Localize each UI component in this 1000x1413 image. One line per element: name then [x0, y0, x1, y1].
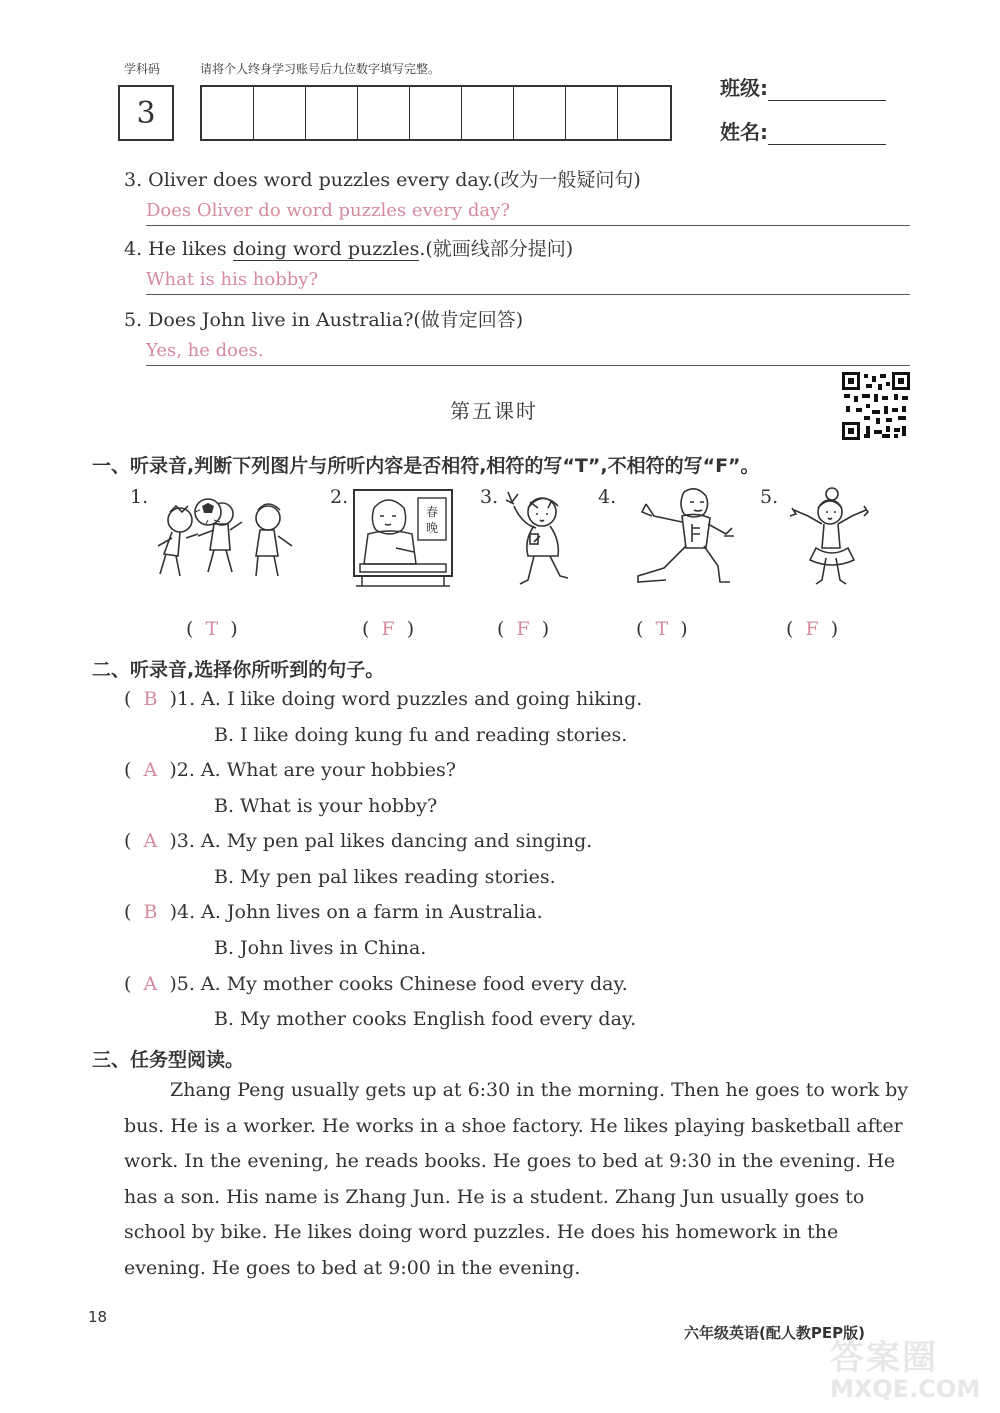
answer-line-4[interactable] — [146, 269, 910, 295]
section-1-title: 一、听录音,判断下列图片与所听内容是否相符,相符的写“T”,不相符的写“F”。 — [92, 455, 760, 477]
choice-option-1a: )1. A. I like doing word puzzles and going hiking. — [169, 688, 643, 710]
digit-box[interactable] — [306, 87, 358, 139]
choice-option-5b: B. My mother cooks English food every day. — [214, 1008, 637, 1030]
picture-answer-2[interactable]: ( F ) — [362, 618, 415, 640]
choice-option-2b: B. What is your hobby? — [214, 795, 438, 817]
class-blank[interactable] — [768, 80, 886, 101]
girl-dancing-picture — [786, 486, 872, 590]
choice-option-2a: )2. A. What are your hobbies? — [169, 759, 456, 781]
passage-line: school by bike. He likes doing word puzzles. He does his homework in the — [124, 1221, 839, 1243]
choice-row-1[interactable]: ( B )1. A. I like doing word puzzles and going hiking. — [124, 688, 643, 710]
choice-row-5[interactable]: ( A )5. A. My mother cooks Chinese food every day. — [124, 973, 628, 995]
passage-line: bus. He is a worker. He works in a shoe factory. He likes playing basketball after — [124, 1114, 903, 1137]
choice-row-4[interactable]: ( B )4. A. John lives on a farm in Australia. — [124, 901, 543, 923]
digit-box[interactable] — [202, 87, 254, 139]
reading-passage — [124, 1073, 912, 1286]
answer-line-3[interactable] — [146, 200, 910, 226]
picture-answer-1-value: T — [205, 618, 219, 640]
choice-option-4a: )4. A. John lives on a farm in Australia. — [169, 901, 543, 923]
account-number-boxes[interactable] — [200, 85, 672, 141]
lesson-title: 第五课时 — [450, 399, 538, 423]
answer-line-5[interactable] — [146, 340, 910, 366]
name-blank[interactable] — [768, 124, 886, 145]
picture-number-3: 3. — [480, 486, 499, 508]
answer-5: Yes, he does. — [146, 340, 264, 361]
picture-answer-3-value: F — [516, 618, 530, 640]
question-4-text: 4. He likes — [124, 238, 233, 260]
picture-answer-4[interactable]: ( T ) — [636, 618, 688, 640]
sign-text-2: 晚 — [425, 521, 439, 535]
girl-singing-picture — [500, 486, 580, 590]
class-field — [720, 72, 886, 101]
choice-answer-3: A — [143, 830, 158, 852]
section-3-title: 三、任务型阅读。 — [92, 1049, 245, 1071]
subject-code-box — [118, 85, 174, 141]
passage-line: work. In the evening, he reads books. He goes to bed at 9:30 in the evening. He — [124, 1150, 896, 1172]
question-4-instruction: .(就画线部分提问) — [419, 238, 574, 260]
question-4 — [124, 234, 573, 261]
picture-number-1: 1. — [130, 486, 149, 508]
picture-answer-2-value: F — [381, 618, 395, 640]
choice-row-2[interactable]: ( A )2. A. What are your hobbies? — [124, 759, 456, 781]
digit-box[interactable] — [358, 87, 410, 139]
subject-code-value: 3 — [136, 95, 156, 131]
choice-row-3[interactable]: ( A )3. A. My pen pal likes dancing and singing. — [124, 830, 593, 852]
passage-line: evening. He goes to bed at 9:00 in the evening. — [124, 1256, 581, 1279]
name-field — [720, 116, 886, 145]
choice-answer-5: A — [143, 973, 158, 995]
choice-answer-4: B — [143, 901, 158, 923]
digit-box[interactable] — [514, 87, 566, 139]
picture-answer-1[interactable]: ( T ) — [186, 618, 238, 640]
class-label: 班级: — [720, 76, 768, 100]
picture-answer-3[interactable]: ( F ) — [497, 618, 550, 640]
picture-answer-5[interactable]: ( F ) — [786, 618, 839, 640]
digit-box[interactable] — [410, 87, 462, 139]
picture-number-4: 4. — [598, 486, 617, 508]
choice-option-3a: )3. A. My pen pal likes dancing and singing. — [169, 830, 593, 852]
choice-option-5a: )5. A. My mother cooks Chinese food every day. — [169, 973, 628, 995]
choice-option-4b: B. John lives in China. — [214, 937, 427, 959]
picture-number-5: 5. — [760, 486, 779, 508]
digit-box[interactable] — [254, 87, 306, 139]
page-number: 18 — [88, 1308, 108, 1326]
choice-answer-1: B — [143, 688, 158, 710]
picture-number-2: 2. — [330, 486, 349, 508]
answer-3: Does Oliver do word puzzles every day? — [146, 200, 510, 221]
qr-code-icon[interactable] — [842, 372, 910, 440]
kids-playing-football-picture — [150, 490, 310, 585]
instruction-text: 请将个人终身学习账号后九位数字填写完整。 — [200, 62, 441, 76]
watermark-logo-text: 答案圈 — [830, 1338, 938, 1378]
digit-box[interactable] — [566, 87, 618, 139]
digit-box[interactable] — [618, 87, 670, 139]
question-5: 5. Does John live in Australia?(做肯定回答) — [124, 309, 524, 331]
question-4-underlined: doing word puzzles — [232, 238, 420, 260]
section-2-title: 二、听录音,选择你所听到的句子。 — [92, 659, 385, 681]
choice-answer-2: A — [143, 759, 158, 781]
subject-code-label: 学科码 — [124, 62, 161, 76]
sign-text-1: 春 — [425, 505, 439, 519]
picture-answer-4-value: T — [655, 618, 669, 640]
watermark — [830, 1330, 990, 1405]
passage-line: Zhang Peng usually gets up at 6:30 in the morning. Then he goes to work by — [170, 1079, 909, 1101]
choice-option-3b: B. My pen pal likes reading stories. — [214, 866, 556, 888]
book-title: 六年级英语(配人教PEP版) — [684, 1324, 865, 1342]
question-3: 3. Oliver does word puzzles every day.(改为一般疑问句) — [124, 169, 641, 191]
woman-on-tv-picture — [352, 488, 456, 588]
man-doing-kung-fu-picture — [620, 484, 744, 588]
digit-box[interactable] — [462, 87, 514, 139]
answer-4: What is his hobby? — [146, 269, 319, 290]
choice-option-1b: B. I like doing kung fu and reading stories. — [214, 724, 628, 746]
passage-line: has a son. His name is Zhang Jun. He is a student. Zhang Jun usually goes to — [124, 1185, 865, 1208]
picture-answer-5-value: F — [805, 618, 819, 640]
watermark-site: MXQE.COM — [830, 1375, 981, 1403]
name-label: 姓名: — [720, 120, 768, 144]
